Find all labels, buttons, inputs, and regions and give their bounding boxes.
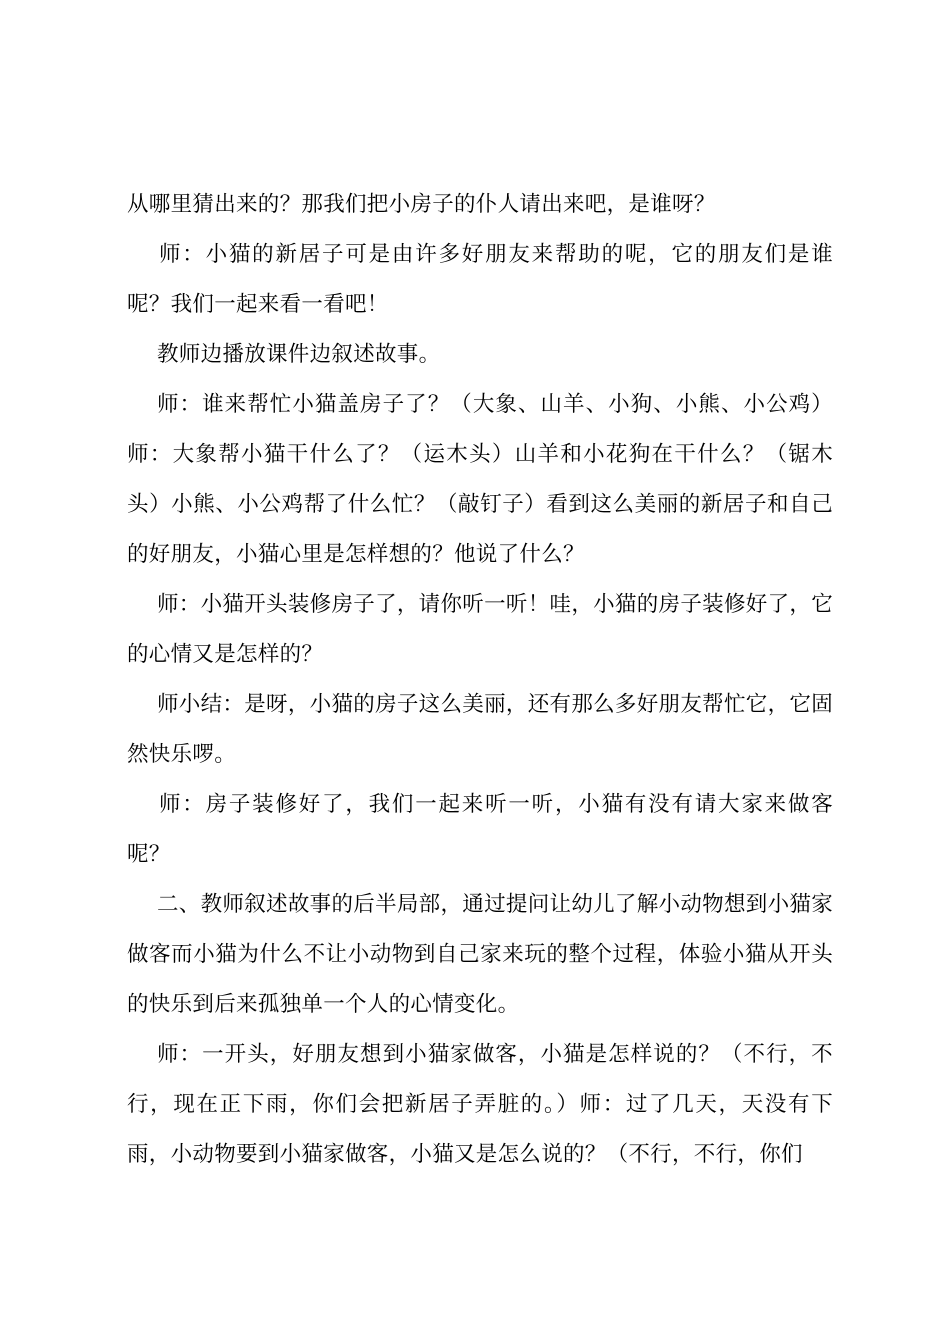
document-body [127,180,833,1180]
paragraph-1: 从哪里猜出来的？那我们把小房子的仆人请出来吧，是谁呀？ [127,192,716,217]
paragraph-6: 师小结：是呀，小猫的房子这么美丽，还有那么多好朋友帮忙它，它固然快乐啰。 [127,692,833,767]
paragraph-8: 二、教师叙述故事的后半局部，通过提问让幼儿了解小动物想到小猫家做客而小猫为什么不让小动物到自己家来玩的整个过程，体验小猫从开头的快乐到后来孤独单一个人的心情变化。 [127,892,833,1017]
paragraph-4: 师：谁来帮忙小猫盖房子了？（大象、山羊、小狗、小熊、小公鸡）师：大象帮小猫干什么了？（运木头）山羊和小花狗在干什么？（锯木头）小熊、小公鸡帮了什么忙？（敲钉子）看到这么美丽的新居子和自己的好朋友，小猫心里是怎样想的？他说了什么？ [127,392,833,567]
paragraph-5: 师：小猫开头装修房子了，请你听一听！哇，小猫的房子装修好了，它的心情又是怎样的？ [127,592,833,667]
paragraph-7: 师：房子装修好了，我们一起来听一听，小猫有没有请大家来做客呢？ [127,792,833,867]
paragraph-9: 师：一开头，好朋友想到小猫家做客，小猫是怎样说的？（不行，不行，现在正下雨，你们会把新居子弄脏的。）师：过了几天，天没有下雨，小动物要到小猫家做客，小猫又是怎么说的？（不行，不行，你们 [127,1042,833,1167]
paragraph-2: 师：小猫的新居子可是由许多好朋友来帮助的呢，它的朋友们是谁呢？我们一起来看一看吧！ [127,242,833,317]
paragraph-3: 教师边播放课件边叙述故事。 [157,342,441,367]
